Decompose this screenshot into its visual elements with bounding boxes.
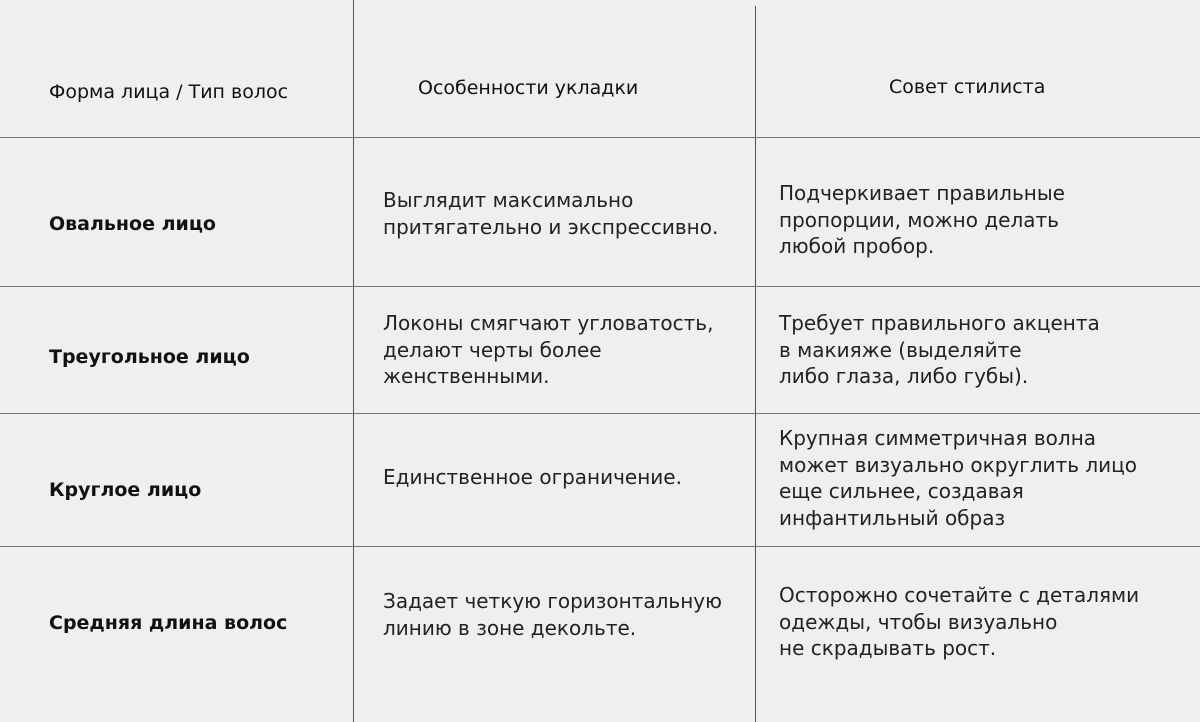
row-divider-1 (0, 286, 1200, 287)
column-header-stylist-advice: Совет стилиста (889, 76, 1046, 98)
row-divider-header (0, 137, 1200, 138)
row-divider-2 (0, 413, 1200, 414)
row-label-round-face: Круглое лицо (49, 479, 202, 501)
advice-cell: Подчеркивает правильные пропорции, можно делать любой пробор. (779, 181, 1065, 258)
column-header-face-shape: Форма лица / Тип волос (49, 81, 289, 103)
styling-cell: Локоны смягчают угловатость, делают черты более женственными. (383, 311, 714, 388)
column-divider-1 (353, 0, 354, 722)
row-divider-3 (0, 546, 1200, 547)
styling-cell: Единственное ограничение. (383, 465, 682, 489)
advice-cell: Требует правильного акцента в макияже (выделяйте либо глаза, либо губы). (779, 311, 1100, 388)
advice-cell: Осторожно сочетайте с деталями одежды, чтобы визуально не скрадывать рост. (779, 583, 1140, 660)
column-divider-2 (755, 6, 756, 722)
column-header-styling-features: Особенности укладки (418, 77, 639, 99)
row-label-triangular-face: Треугольное лицо (49, 346, 250, 368)
advice-cell: Крупная симметричная волна может визуально округлить лицо еще сильнее, создавая инфантильный образ (779, 426, 1137, 530)
row-label-medium-hair-length: Средняя длина волос (49, 612, 288, 634)
styling-cell: Задает четкую горизонтальную линию в зоне декольте. (383, 589, 722, 640)
styling-cell: Выглядит максимально притягательно и экспрессивно. (383, 188, 719, 239)
row-label-oval-face: Овальное лицо (49, 213, 216, 235)
